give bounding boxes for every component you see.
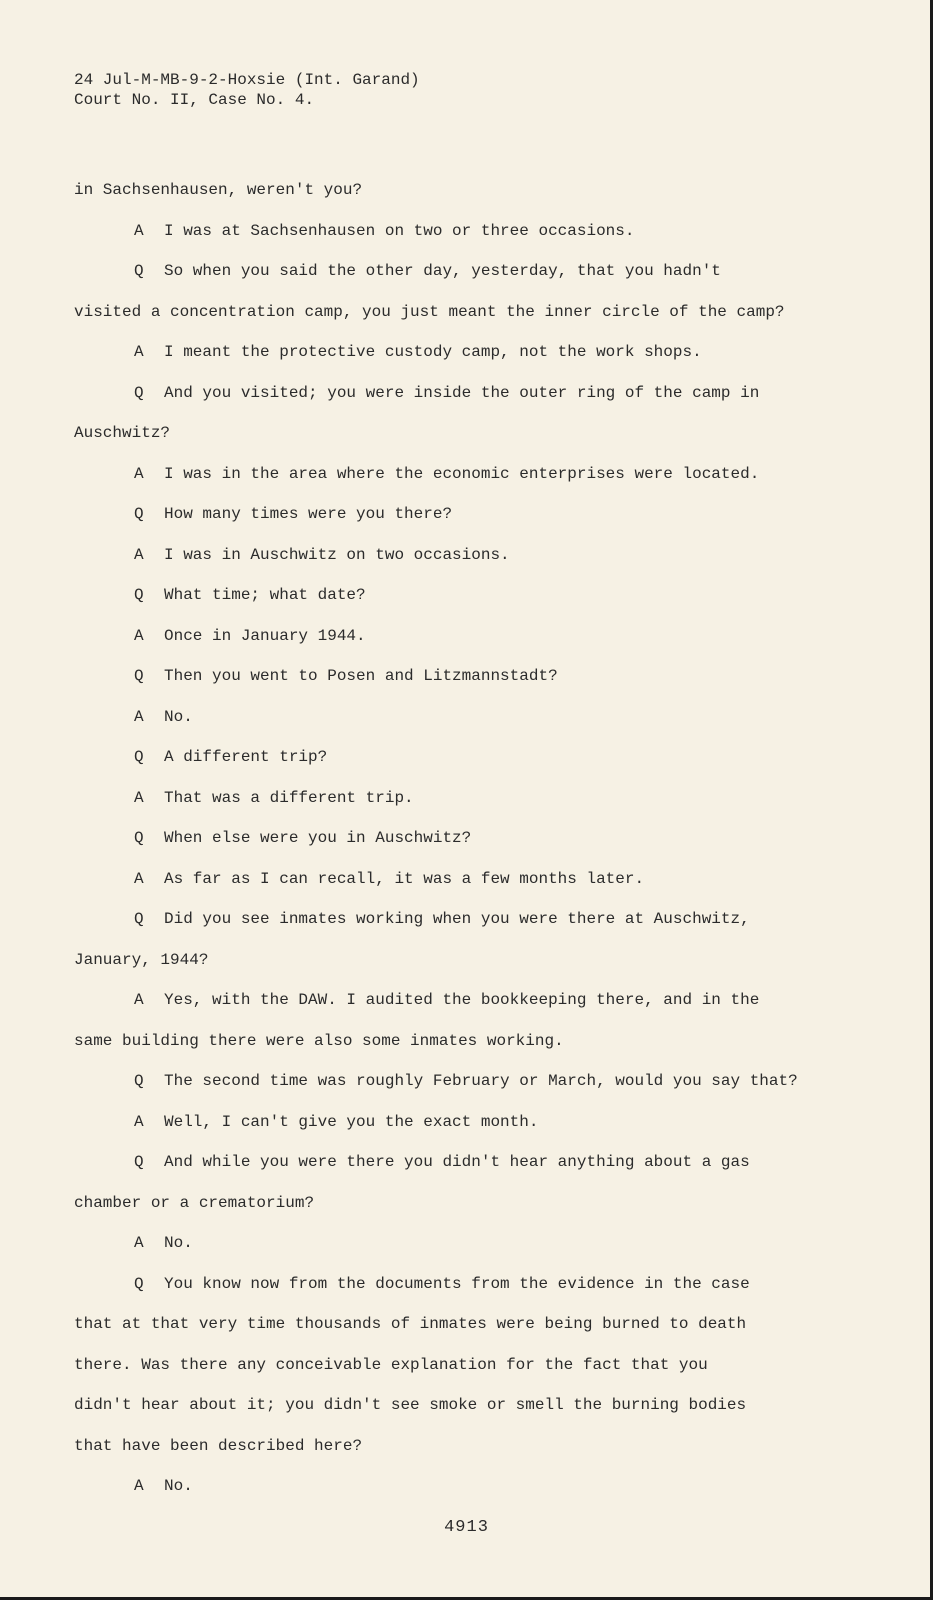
transcript-paragraph — [74, 656, 894, 697]
speaker-label: Q — [134, 910, 144, 928]
speaker-label: Q — [134, 505, 144, 523]
line-text: January, 1944? — [74, 950, 209, 969]
speaker-label: Q — [134, 586, 144, 604]
line-text: That was a different trip. — [164, 788, 414, 807]
transcript-line — [74, 1102, 894, 1143]
line-text: Yes, with the DAW. I audited the bookkeeping there, and in the — [164, 991, 760, 1009]
transcript-paragraph — [74, 697, 894, 738]
transcript-paragraph — [74, 1223, 894, 1264]
transcript-paragraph — [74, 211, 894, 252]
line-text: Auschwitz? — [74, 424, 171, 442]
speaker-label: A — [134, 221, 144, 240]
transcript-paragraph — [74, 980, 894, 1061]
transcript-paragraph — [74, 818, 894, 859]
transcript-line — [74, 737, 894, 778]
line-text: didn't hear about it; you didn't see smoke or smell the burning bodies — [74, 1396, 747, 1414]
line-text: chamber or a crematorium? — [74, 1193, 315, 1212]
transcript-line — [74, 1304, 894, 1345]
line-text: that at that very time thousands of inmates were being burned to death — [74, 1315, 747, 1333]
transcript-body — [74, 170, 894, 1507]
speaker-label: A — [134, 1234, 144, 1252]
speaker-label: A — [134, 464, 144, 483]
transcript-paragraph — [74, 575, 894, 616]
transcript-paragraph — [74, 535, 894, 576]
transcript-paragraph — [74, 778, 894, 819]
transcript-paragraph — [74, 494, 894, 535]
transcript-line — [74, 494, 894, 535]
page-number: 4913 — [444, 1518, 489, 1537]
transcript-line — [74, 454, 894, 495]
transcript-paragraph — [74, 899, 894, 980]
transcript-line — [74, 211, 894, 252]
speaker-label: A — [134, 707, 144, 726]
transcript-line — [74, 292, 894, 333]
line-text: in Sachsenhausen, weren't you? — [74, 181, 363, 199]
line-text: You know now from the documents from the evidence in the case — [164, 1274, 750, 1293]
line-text: that have been described here? — [74, 1436, 363, 1455]
speaker-label: A — [134, 788, 144, 807]
header-line-1: 24 Jul-M-MB-9-2-Hoxsie (Int. Garand) — [74, 71, 420, 89]
transcript-line — [74, 1142, 894, 1183]
line-text: A different trip? — [164, 748, 328, 766]
line-text: I was in Auschwitz on two occasions. — [164, 545, 510, 564]
speaker-label: Q — [134, 1274, 144, 1293]
transcript-line — [74, 575, 894, 616]
line-text: same building there were also some inmates working. — [74, 1031, 564, 1050]
transcript-line — [74, 535, 894, 576]
transcript-line — [74, 1345, 894, 1386]
transcript-paragraph — [74, 737, 894, 778]
transcript-paragraph — [74, 1466, 894, 1507]
transcript-line — [74, 1466, 894, 1507]
line-text: And while you were there you didn't hear anything about a gas — [164, 1153, 750, 1171]
line-text: And you visited; you were inside the outer ring of the camp in — [164, 383, 760, 402]
line-text: there. Was there any conceivable explanation for the fact that you — [74, 1355, 708, 1374]
transcript-paragraph — [74, 859, 894, 900]
line-text: Then you went to Posen and Litzmannstadt? — [164, 667, 558, 685]
transcript-paragraph — [74, 1061, 894, 1102]
transcript-line — [74, 697, 894, 738]
transcript-line — [74, 818, 894, 859]
line-text: I was in the area where the economic enterprises were located. — [164, 464, 760, 483]
line-text: How many times were you there? — [164, 505, 453, 523]
speaker-label: A — [134, 343, 144, 361]
transcript-line — [74, 778, 894, 819]
line-text: Well, I can't give you the exact month. — [164, 1112, 539, 1131]
transcript-paragraph — [74, 251, 894, 332]
line-text: No. — [164, 1234, 193, 1252]
transcript-line — [74, 980, 894, 1021]
transcript-line — [74, 1426, 894, 1467]
transcript-line — [74, 373, 894, 414]
speaker-label: Q — [134, 667, 144, 685]
speaker-label: Q — [134, 1153, 144, 1171]
transcript-line — [74, 1264, 894, 1305]
line-text: What time; what date? — [164, 586, 366, 604]
speaker-label: Q — [134, 748, 144, 766]
line-text: No. — [164, 707, 193, 726]
transcript-line — [74, 1385, 894, 1426]
transcript-line — [74, 656, 894, 697]
speaker-label: A — [134, 1112, 144, 1131]
speaker-label: A — [134, 626, 144, 645]
transcript-paragraph — [74, 1102, 894, 1143]
line-text: visited a concentration camp, you just meant the inner circle of the camp? — [74, 302, 785, 321]
transcript-line — [74, 170, 894, 211]
transcript-paragraph — [74, 373, 894, 454]
line-text: So when you said the other day, yesterday, that you hadn't — [164, 262, 721, 280]
speaker-label: A — [134, 545, 144, 564]
line-text: As far as I can recall, it was a few months later. — [164, 869, 645, 888]
line-text: Once in January 1944. — [164, 626, 366, 645]
document-header — [74, 70, 420, 110]
transcript-paragraph — [74, 1142, 894, 1223]
transcript-line — [74, 940, 894, 981]
transcript-paragraph — [74, 332, 894, 373]
transcript-line — [74, 413, 894, 454]
line-text: Did you see inmates working when you were there at Auschwitz, — [164, 910, 750, 928]
speaker-label: Q — [134, 262, 144, 280]
speaker-label: A — [134, 991, 144, 1009]
transcript-line — [74, 332, 894, 373]
transcript-paragraph — [74, 170, 894, 211]
transcript-line — [74, 616, 894, 657]
transcript-paragraph — [74, 1264, 894, 1467]
transcript-line — [74, 251, 894, 292]
line-text: The second time was roughly February or March, would you say that? — [164, 1072, 798, 1090]
transcript-paragraph — [74, 454, 894, 495]
speaker-label: A — [134, 869, 144, 888]
speaker-label: Q — [134, 1072, 144, 1090]
line-text: I was at Sachsenhausen on two or three occasions. — [164, 221, 635, 240]
transcript-paragraph — [74, 616, 894, 657]
transcript-line — [74, 859, 894, 900]
transcript-line — [74, 1183, 894, 1224]
transcript-line — [74, 1061, 894, 1102]
line-text: I meant the protective custody camp, not the work shops. — [164, 343, 702, 361]
transcript-line — [74, 1021, 894, 1062]
transcript-line — [74, 899, 894, 940]
speaker-label: A — [134, 1477, 144, 1495]
transcript-line — [74, 1223, 894, 1264]
header-line-2: Court No. II, Case No. 4. — [74, 91, 315, 109]
speaker-label: Q — [134, 383, 144, 402]
line-text: No. — [164, 1477, 193, 1495]
speaker-label: Q — [134, 829, 144, 847]
line-text: When else were you in Auschwitz? — [164, 829, 472, 847]
